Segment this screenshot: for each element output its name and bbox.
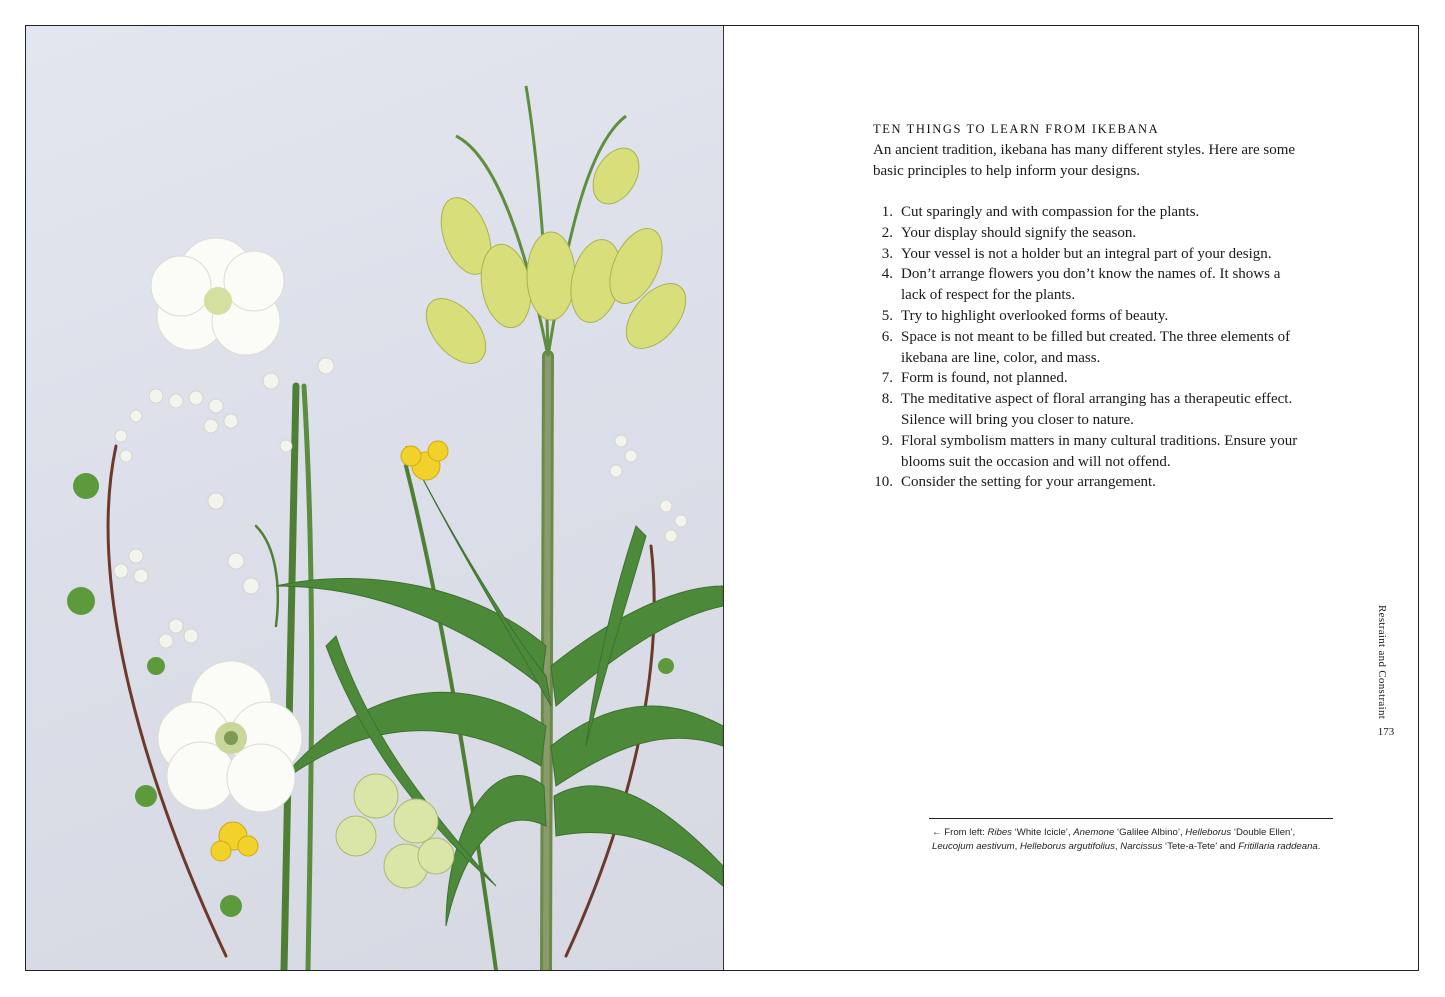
caption-text: . [1317, 841, 1321, 852]
running-section-label: Restraint and Constraint [1376, 605, 1388, 720]
list-item-number: 2. [881, 224, 893, 241]
list-item-text: Try to highlight overlooked forms of beauty. [901, 307, 1169, 324]
left-arrow-icon: ← [932, 827, 942, 838]
principles-list [873, 202, 1303, 493]
text-page [723, 26, 1419, 970]
caption-text: , [1014, 841, 1020, 852]
list-item [873, 202, 1303, 223]
list-item-number: 8. [881, 391, 893, 408]
caption-text: ‘White Icicle’, [1011, 827, 1074, 838]
caption-text: , [1114, 841, 1121, 852]
list-item-number: 3. [881, 245, 893, 262]
list-item-text: Don’t arrange flowers you don’t know the names of. It shows a lack of respect for the plants. [901, 266, 1281, 304]
caption-species-name: Narcissus [1120, 841, 1163, 852]
list-item [873, 389, 1303, 431]
list-item-number: 9. [881, 432, 893, 449]
list-item-number: 5. [881, 307, 893, 324]
caption-species-name: Helleborus argutifolius [1020, 841, 1115, 852]
intro-paragraph: An ancient tradition, ikebana has many different styles. Here are some basic principles to help inform your designs. [873, 142, 1296, 179]
caption-text: ‘Galilee Albino’, [1114, 827, 1186, 838]
flower-photo [26, 26, 723, 970]
section-heading: TEN THINGS TO LEARN FROM IKEBANA [873, 122, 1160, 136]
list-item [873, 306, 1303, 327]
list-item [873, 472, 1303, 493]
list-item [873, 368, 1303, 389]
list-item [873, 264, 1303, 306]
list-item-text: Your display should signify the season. [901, 224, 1137, 241]
list-item [873, 223, 1303, 244]
list-item [873, 244, 1303, 265]
page-number: 173 [1377, 726, 1395, 738]
caption-body [932, 827, 1320, 852]
list-item-number: 10. [874, 474, 893, 491]
photo-caption [932, 826, 1332, 854]
list-item-text: Space is not meant to be filled but created. The three elements of ikebana are line, color, and mass. [901, 328, 1291, 366]
caption-species-name: Anemone [1073, 827, 1115, 838]
list-item-number: 6. [881, 328, 893, 345]
list-item-text: Cut sparingly and with compassion for the plants. [901, 204, 1200, 220]
caption-species-name: Leucojum aestivum [932, 841, 1015, 852]
list-item-number: 1. [881, 204, 893, 220]
list-item-text: Your vessel is not a holder but an integral part of your design. [901, 245, 1272, 262]
flower-illustration [26, 26, 723, 970]
caption-species-name: Fritillaria raddeana [1238, 841, 1318, 852]
book-spread [25, 25, 1419, 971]
caption-species-name: Helleborus [1185, 827, 1232, 838]
caption-species-name: Ribes [987, 827, 1012, 838]
list-item-number: 4. [881, 266, 893, 283]
list-item-text: Consider the setting for your arrangement. [901, 474, 1156, 491]
caption-text: ‘Tete-a-Tete’ and [1162, 841, 1239, 852]
caption-text: ‘Double Ellen’, [1231, 827, 1296, 838]
list-item-text: Floral symbolism matters in many cultural traditions. Ensure your blooms suit the occasion and will not offend. [901, 432, 1298, 470]
list-item [873, 431, 1303, 473]
list-item-text: The meditative aspect of floral arranging has a therapeutic effect. Silence will bring you closer to nature. [901, 391, 1293, 428]
list-item-text: Form is found, not planned. [901, 370, 1068, 387]
caption-lead: From left: [941, 827, 988, 838]
caption-rule [929, 818, 1333, 819]
list-item [873, 327, 1303, 369]
list-item-number: 7. [881, 370, 893, 387]
